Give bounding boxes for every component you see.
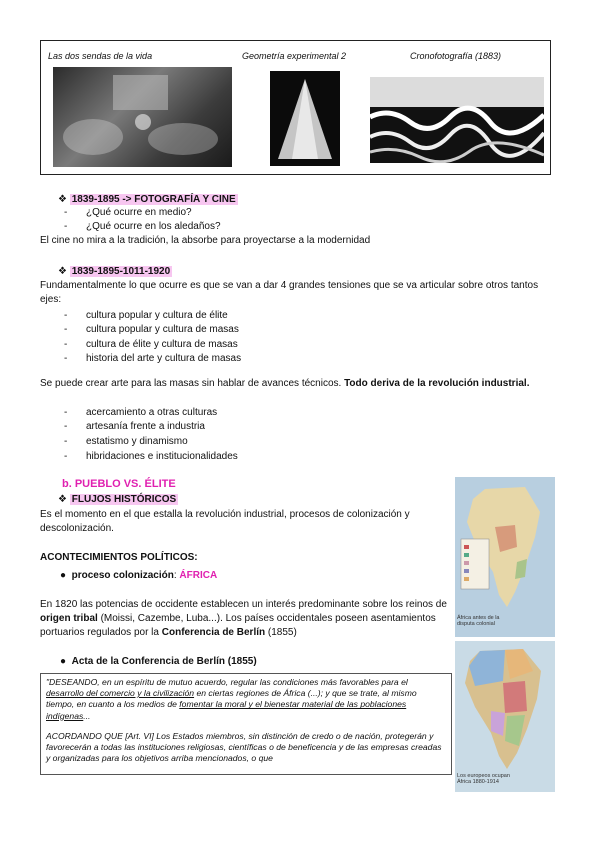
africa-map-shape [455, 477, 555, 637]
section1-note: El cine no mira a la tradición, la absorbe para proyectarse a la modernidad [40, 235, 371, 246]
section1-heading-text: 1839-1895 -> FOTOGRAFÍA Y CINE [71, 194, 236, 205]
photo-two-ways-of-life [53, 67, 232, 167]
chrono-pattern [370, 77, 544, 163]
list-item: - acercamiento a otras culturas [64, 407, 218, 418]
photo-chronophotography [370, 77, 544, 163]
diamond-bullet-icon: ❖ [58, 194, 67, 205]
section2-heading [58, 265, 172, 278]
list-item: - historia del arte y cultura de masas [64, 353, 242, 364]
diamond-bullet-icon: ❖ [58, 494, 67, 505]
section3-paragraph: Es el momento en el que estalla la revolución industrial, procesos de colonización y descolonización. [40, 509, 410, 534]
caption-3: Cronofotografía (1883) [410, 51, 502, 61]
map-africa-colonial [455, 641, 555, 792]
map2-caption: Los europeos ocupan África 1880-1914 [457, 773, 510, 785]
berlin-paragraph: En 1820 las potencias de occidente establecen un interés predominante sobre los reinos de origen tribal (Moissi, Cazembe, Luba...). Los países occidentales poseen asentamientos portuarios regulados por la Conferencia de Berlín (1855) [40, 599, 447, 638]
diamond-bullet-icon: ❖ [58, 266, 67, 277]
colonization-bullet: ● proceso colonización: ÁFRICA [60, 570, 218, 581]
quote-box: "DESEANDO, en un espíritu de mutuo acuerdo, regular las condiciones más favorables para el desarrollo del comercio y la civilización en ciertas regiones de África (...); y que se trate, al mismo tiempo, en cuanto a los medios de fomentar la moral y el bienestar material de las poblaciones indígenas... ACORDANDO QUE [Art. VI] Los Estados miembros, sin distinción de credo o de nación, protegerán y favorecerán a todas las instituciones religiosas, científicas o de beneficencia y de las empresas creadas y organizadas para los objetivos arriba mencionados, o que [40, 673, 452, 775]
list-item: - cultura de élite y cultura de masas [64, 339, 238, 350]
section3-subheading: ❖ FLUJOS HISTÓRICOS [58, 494, 177, 505]
list-item: - estatismo y dinamismo [64, 436, 188, 447]
list-item: - cultura popular y cultura de élite [64, 310, 228, 321]
list-item: - hibridaciones e institucionalidades [64, 451, 238, 462]
section1-heading [58, 193, 238, 206]
list-item: - artesanía frente a industria [64, 421, 205, 432]
caption-2: Geometría experimental 2 [242, 51, 347, 61]
section2-heading-text: 1839-1895-1011-1920 [71, 266, 171, 277]
caption-1: Las dos sendas de la vida [48, 51, 153, 61]
section3-title: b. PUEBLO VS. ÉLITE [62, 478, 176, 490]
list-item: - ¿Qué ocurre en medio? [64, 207, 192, 218]
photo-shapes [53, 67, 232, 167]
section2-paragraph: Se puede crear arte para las masas sin hablar de avances técnicos. Todo deriva de la revolución industrial. [40, 378, 530, 389]
bullet-dot-icon: ● [60, 570, 67, 581]
africa-colonial-shape [455, 641, 555, 792]
bullet-dot-icon: ● [60, 656, 67, 667]
geometry-triangle [270, 71, 340, 166]
map-africa-before [455, 477, 555, 637]
list-item: - ¿Qué ocurre en los aledaños? [64, 221, 221, 232]
acta-bullet: ● Acta de la Conferencia de Berlín (1855) [60, 656, 257, 667]
map1-caption: África antes de la disputa colonial [457, 615, 500, 627]
photo-experimental-geometry [270, 71, 340, 166]
politics-heading: ACONTECIMIENTOS POLÍTICOS: [40, 552, 198, 563]
section2-intro: Fundamentalmente lo que ocurre es que se van a dar 4 grandes tensiones que se va articular sobre otros tantos ejes: [40, 280, 539, 305]
list-item: - cultura popular y cultura de masas [64, 324, 239, 335]
